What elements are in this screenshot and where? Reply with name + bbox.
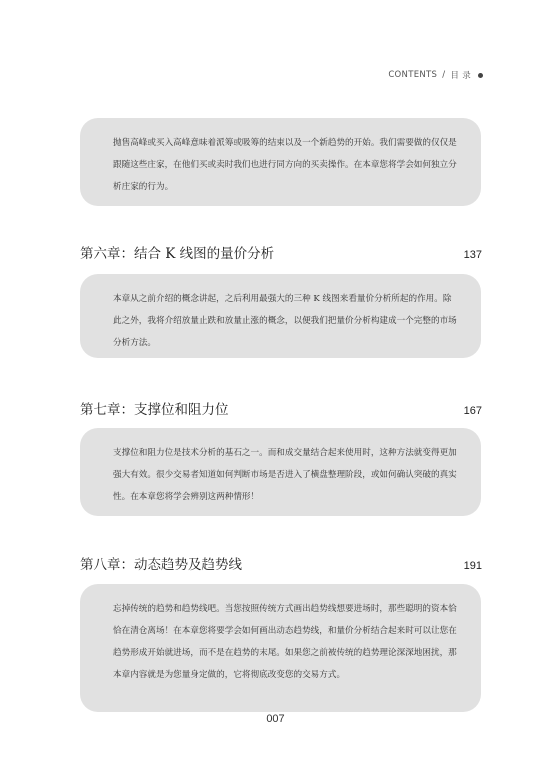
chapter-8-summary-box xyxy=(80,584,481,712)
chapter-title: 第八章：动态趋势及趋势线 xyxy=(80,557,242,573)
chapter-title: 第六章：结合 K 线图的量价分析 xyxy=(80,246,275,262)
intro-summary-text: 抛售高峰或买入高峰意味着派筹或吸筹的结束以及一个新趋势的开始。我们需要做的仅仅是跟随这些庄家，在他们买或卖时我们也进行同方向的买卖操作。在本章您将学会如何独立分析庄家的行为。 xyxy=(113,138,457,192)
running-header xyxy=(388,69,483,81)
toc-label: 目 录 xyxy=(450,71,471,81)
chapter-6-summary-box xyxy=(80,274,481,358)
bullet-icon xyxy=(478,73,483,78)
header-separator: / xyxy=(442,70,446,80)
chapter-page-number: 167 xyxy=(463,405,482,417)
chapter-page-number: 191 xyxy=(463,560,482,572)
chapter-summary-text: 支撑位和阻力位是技术分析的基石之一。而和成交量结合起来使用时，这种方法就变得更加强大有效。很少交易者知道如何判断市场是否进入了横盘整理阶段，或如何确认突破的真实性。在本章您将学会辨别这两种情形！ xyxy=(113,448,457,502)
page-number: 007 xyxy=(266,713,285,725)
contents-label: CONTENTS xyxy=(388,70,438,80)
chapter-page-number: 137 xyxy=(463,249,482,261)
chapter-summary-text: 忘掉传统的趋势和趋势线吧。当您按照传统方式画出趋势线想要进场时，那些聪明的资本恰恰在清仓离场！在本章您将要学会如何画出动态趋势线，和量价分析结合起来时可以让您在趋势形成开始就进场，而不是在趋势的末尾。如果您之前被传统的趋势理论深深地困扰，那本章内容就是为您量身定做的，它将彻底改变您的交易方式。 xyxy=(113,604,457,680)
chapter-7-summary-box xyxy=(80,428,481,516)
chapter-7-heading xyxy=(80,398,482,418)
chapter-title: 第七章：支撑位和阻力位 xyxy=(80,402,229,418)
chapter-6-heading xyxy=(80,242,482,262)
intro-summary-box xyxy=(80,118,481,206)
chapter-8-heading xyxy=(80,553,482,573)
chapter-summary-text: 本章从之前介绍的概念讲起，之后利用最强大的三种 K 线图来看量价分析所起的作用。除此之外，我将介绍放量止跌和放量止涨的概念，以便我们把量价分析构建成一个完整的市场分析方法。 xyxy=(113,294,457,348)
